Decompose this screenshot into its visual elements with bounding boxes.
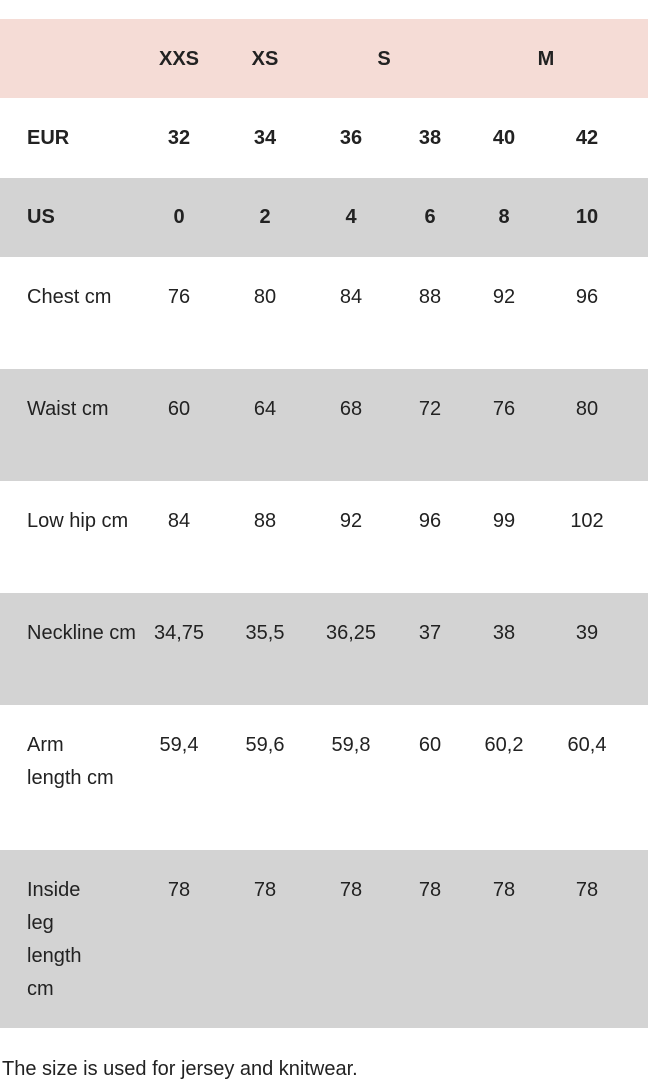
table-cell: 38 [492, 622, 516, 644]
footnote-text: The size is used for jersey and knitwear. [2, 1058, 358, 1080]
size-header-row [0, 19, 648, 98]
size-header-xxs: XXS [158, 48, 200, 70]
table-cell: 76 [492, 398, 516, 420]
row-label-arm-length: Arm length cm [27, 734, 114, 789]
table-cell: 96 [418, 510, 442, 532]
table-row-arm-length [0, 705, 648, 850]
table-cell: 78 [167, 879, 191, 901]
table-cell: 8 [498, 206, 510, 228]
row-label-chest: Chest cm [27, 286, 112, 308]
size-chart-table [0, 19, 648, 1028]
table-cell: 10 [575, 206, 599, 228]
table-cell: 2 [259, 206, 271, 228]
table-cell: 88 [253, 510, 277, 532]
table-cell: 92 [339, 510, 363, 532]
table-cell: 78 [492, 879, 516, 901]
table-cell: 37 [418, 622, 442, 644]
table-cell: 59,6 [245, 734, 285, 756]
row-label-neckline: Neckline cm [27, 622, 136, 644]
table-cell: 78 [575, 879, 599, 901]
row-label-inside-leg-length: Inside leg length cm [27, 879, 82, 1000]
table-cell: 80 [575, 398, 599, 420]
table-cell: 76 [167, 286, 191, 308]
table-cell: 32 [167, 127, 191, 149]
table-cell: 84 [167, 510, 191, 532]
table-cell: 0 [173, 206, 185, 228]
table-cell: 99 [492, 510, 516, 532]
row-label-waist: Waist cm [27, 398, 109, 420]
table-row-low-hip [0, 481, 648, 593]
table-cell: 60 [167, 398, 191, 420]
table-cell: 39 [575, 622, 599, 644]
table-cell: 102 [570, 510, 604, 532]
row-label-low-hip: Low hip cm [27, 510, 129, 532]
table-cell: 80 [253, 286, 277, 308]
table-cell: 64 [253, 398, 277, 420]
table-cell: 96 [575, 286, 599, 308]
table-cell: 92 [492, 286, 516, 308]
table-row-neckline [0, 593, 648, 705]
table-cell: 35,5 [245, 622, 285, 644]
row-label-us: US [27, 206, 55, 228]
table-cell: 78 [339, 879, 363, 901]
row-label-eur: EUR [27, 127, 70, 149]
table-cell: 60,2 [484, 734, 524, 756]
size-header-xs: XS [251, 48, 279, 70]
table-cell: 38 [418, 127, 442, 149]
table-cell: 72 [418, 398, 442, 420]
table-cell: 36 [339, 127, 363, 149]
table-row-us [0, 178, 648, 257]
table-cell: 78 [418, 879, 442, 901]
size-header-s: S [377, 48, 391, 70]
table-cell: 59,4 [159, 734, 199, 756]
table-row-waist [0, 369, 648, 481]
table-row-inside-leg-length [0, 850, 648, 1028]
table-cell: 34,75 [153, 622, 205, 644]
table-cell: 60 [418, 734, 442, 756]
table-row-chest [0, 257, 648, 369]
table-cell: 78 [253, 879, 277, 901]
table-cell: 84 [339, 286, 363, 308]
table-cell: 59,8 [331, 734, 371, 756]
table-cell: 6 [424, 206, 436, 228]
table-cell: 68 [339, 398, 363, 420]
size-header-m: M [537, 48, 555, 70]
table-cell: 36,25 [325, 622, 377, 644]
table-cell: 34 [253, 127, 277, 149]
table-cell: 4 [345, 206, 357, 228]
table-cell: 60,4 [567, 734, 607, 756]
table-row-eur [0, 98, 648, 178]
table-cell: 42 [575, 127, 599, 149]
table-cell: 88 [418, 286, 442, 308]
table-cell: 40 [492, 127, 516, 149]
